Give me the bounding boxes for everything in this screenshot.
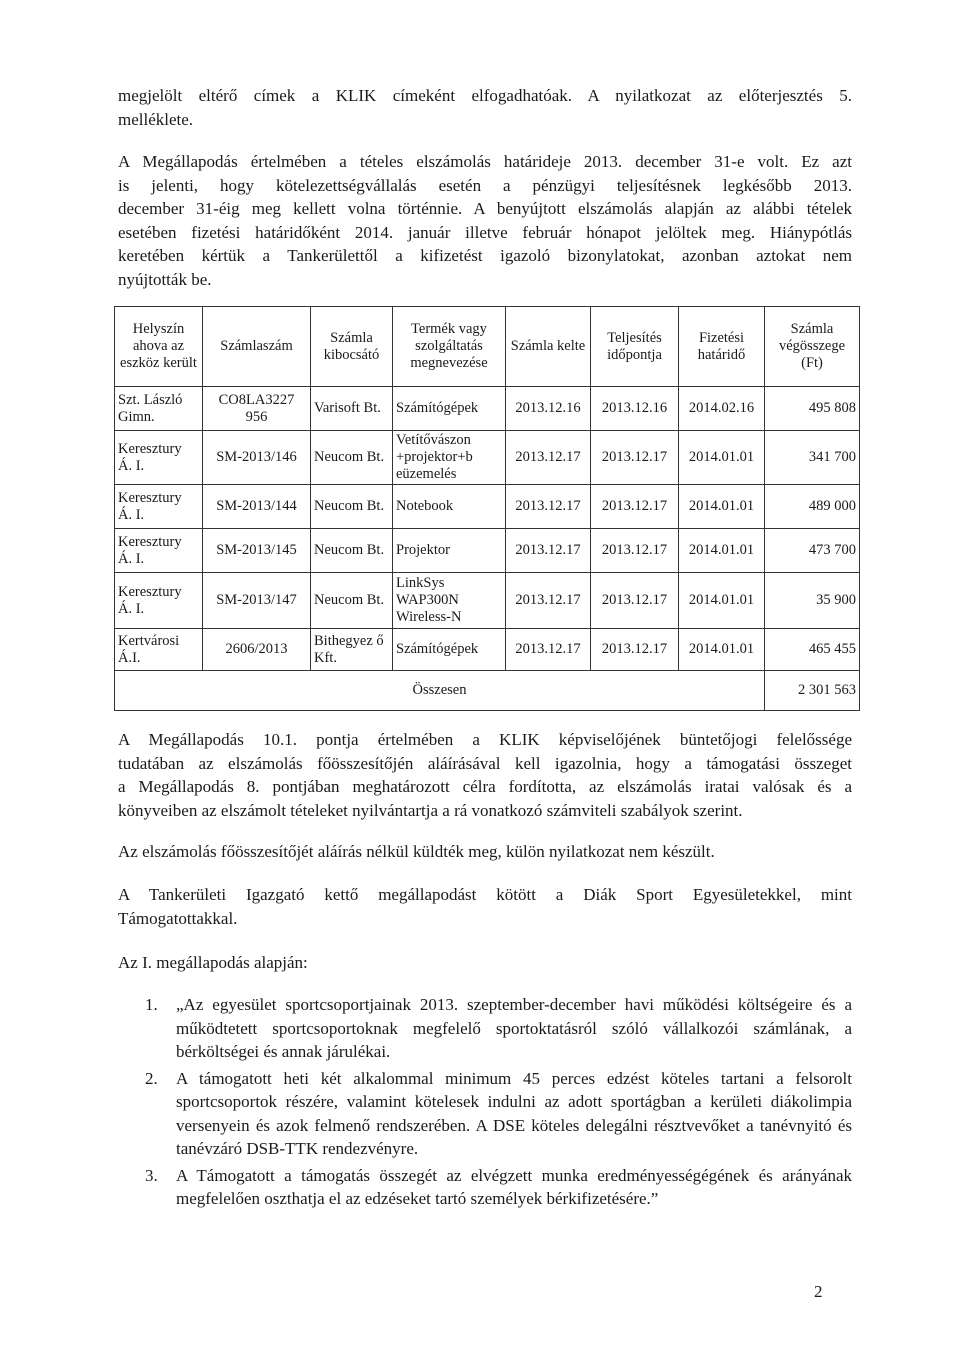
cell-invoice-date: 2013.12.16 bbox=[506, 387, 591, 431]
cell-invoice-number: 2606/2013 bbox=[203, 629, 311, 671]
header-cell: Helyszín ahova az eszköz került bbox=[115, 307, 203, 387]
table-header-row bbox=[115, 307, 860, 387]
text-line: esetében fizetési határidőként 2014. január illetve február hónapot jelöltek meg. Hiánypótlás bbox=[118, 222, 852, 242]
list-item bbox=[118, 993, 852, 1064]
cell-invoice-number: SM-2013/145 bbox=[203, 529, 311, 573]
table-total-row bbox=[115, 671, 860, 711]
cell-issuer: Neucom Bt. bbox=[311, 573, 393, 629]
cell-product: Számítógépek bbox=[393, 629, 506, 671]
table-row bbox=[115, 573, 860, 629]
paragraph-intro bbox=[118, 84, 852, 131]
cell-amount: 341 700 bbox=[765, 431, 860, 485]
text-line: A Megállapodás értelmében a tételes elszámolás határideje 2013. december 31-e volt. Ez azt bbox=[118, 152, 852, 171]
cell-amount: 495 808 bbox=[765, 387, 860, 431]
cell-issuer: Neucom Bt. bbox=[311, 485, 393, 529]
cell-product: LinkSys WAP300N Wireless-N bbox=[393, 573, 506, 629]
text-line: is jelenti, hogy kötelezettségvállalás esetén a pénzügyi teljesítésnek legkésőbb 2013. bbox=[118, 175, 852, 195]
text-line: A Tankerületi Igazgató kettő megállapodást kötött a Diák Sport Egyesületekkel, mint bbox=[118, 885, 852, 904]
text-line: Az elszámolás főösszesítőjét aláírás nélkül küldték meg, külön nyilatkozat nem készült. bbox=[118, 842, 715, 861]
cell-due-date: 2014.01.01 bbox=[679, 485, 765, 529]
cell-location: Keresztury Á. I. bbox=[115, 529, 203, 573]
text-line: nyújtották be. bbox=[118, 269, 212, 289]
list-number: 1. bbox=[145, 995, 158, 1014]
cell-amount: 465 455 bbox=[765, 629, 860, 671]
cell-amount: 35 900 bbox=[765, 573, 860, 629]
cell-product: Számítógépek bbox=[393, 387, 506, 431]
paragraph-summary bbox=[118, 840, 852, 864]
list-number: 2. bbox=[145, 1068, 158, 1088]
text-line: megjelölt eltérő címek a KLIK címeként elfogadhatóak. A nyilatkozat az előterjesztés 5. bbox=[118, 86, 852, 105]
cell-invoice-date: 2013.12.17 bbox=[506, 485, 591, 529]
cell-invoice-date: 2013.12.17 bbox=[506, 573, 591, 629]
cell-product: Projektor bbox=[393, 529, 506, 573]
cell-issuer: Varisoft Bt. bbox=[311, 387, 393, 431]
paragraph-agreement-basis bbox=[118, 951, 852, 975]
header-cell: Számla kelte bbox=[506, 307, 591, 387]
cell-amount: 473 700 bbox=[765, 529, 860, 573]
table-row bbox=[115, 529, 860, 573]
cell-fulfilment-date: 2013.12.17 bbox=[591, 431, 679, 485]
cell-issuer: Bithegyez ő Kft. bbox=[311, 629, 393, 671]
list-item bbox=[118, 1164, 852, 1211]
paragraph-liability bbox=[118, 728, 852, 822]
cell-fulfilment-date: 2013.12.16 bbox=[591, 387, 679, 431]
cell-due-date: 2014.01.01 bbox=[679, 529, 765, 573]
cell-invoice-date: 2013.12.17 bbox=[506, 529, 591, 573]
agreement-terms-list bbox=[118, 993, 852, 1211]
cell-amount: 489 000 bbox=[765, 485, 860, 529]
cell-issuer: Neucom Bt. bbox=[311, 529, 393, 573]
table-row bbox=[115, 431, 860, 485]
header-cell: Fizetési határidő bbox=[679, 307, 765, 387]
text-line: keretében kértük a Tankerülettől a kifizetést igazoló bizonylatokat, azonban aztokat nem bbox=[118, 246, 852, 265]
cell-invoice-number: SM-2013/146 bbox=[203, 431, 311, 485]
text-line: Támogatottakkal. bbox=[118, 908, 238, 928]
header-cell: Számlaszám bbox=[203, 307, 311, 387]
header-cell: Teljesítés időpontja bbox=[591, 307, 679, 387]
cell-fulfilment-date: 2013.12.17 bbox=[591, 529, 679, 573]
cell-invoice-number: SM-2013/147 bbox=[203, 573, 311, 629]
cell-due-date: 2014.01.01 bbox=[679, 431, 765, 485]
table-row bbox=[115, 387, 860, 431]
cell-location: Keresztury Á. I. bbox=[115, 573, 203, 629]
list-item bbox=[118, 1067, 852, 1161]
cell-due-date: 2014.01.01 bbox=[679, 573, 765, 629]
text-line: december 31-éig meg kellett volna történnie. A benyújtott elszámolás alapján az alábbi tételek bbox=[118, 199, 852, 218]
total-label: Összesen bbox=[115, 671, 765, 711]
header-cell: Számla végösszege (Ft) bbox=[765, 307, 860, 387]
cell-fulfilment-date: 2013.12.17 bbox=[591, 573, 679, 629]
list-text: A Támogatott a támogatás összegét az elvégzett munka eredményességégének és arányának megfelelően oszthatja el az edzéseket tartó személyek bérkifizetésére.” bbox=[176, 1165, 852, 1208]
table-row bbox=[115, 629, 860, 671]
cell-fulfilment-date: 2013.12.17 bbox=[591, 629, 679, 671]
text-line: Az I. megállapodás alapján: bbox=[118, 953, 308, 972]
cell-location: Kertvárosi Á.I. bbox=[115, 629, 203, 671]
invoice-table bbox=[114, 306, 860, 711]
paragraph-deadline bbox=[118, 150, 852, 291]
text-line: melléklete. bbox=[118, 109, 194, 129]
total-value: 2 301 563 bbox=[765, 671, 860, 711]
text-line: A Megállapodás 10.1. pontja értelmében a KLIK képviselőjének büntetőjogi felelőssége bbox=[118, 730, 852, 749]
cell-due-date: 2014.01.01 bbox=[679, 629, 765, 671]
text-line: könyveiben az elszámolt tételeket nyilvántartja a rá vonatkozó számviteli szabályok szerint. bbox=[118, 800, 743, 820]
cell-fulfilment-date: 2013.12.17 bbox=[591, 485, 679, 529]
header-cell: Számla kibocsátó bbox=[311, 307, 393, 387]
list-number: 3. bbox=[145, 1165, 158, 1185]
table-row bbox=[115, 485, 860, 529]
list-text: „Az egyesület sportcsoportjainak 2013. szeptember-december havi működési költségeire és a működtetett sportcsoportoknak megfelelő sportoktatásról szóló vállalkozói számlának, a bérköltségei és annak járulékai. bbox=[176, 995, 852, 1061]
page-number: 2 bbox=[814, 1282, 823, 1301]
cell-location: Szt. László Gimn. bbox=[115, 387, 203, 431]
cell-issuer: Neucom Bt. bbox=[311, 431, 393, 485]
cell-invoice-date: 2013.12.17 bbox=[506, 431, 591, 485]
header-cell: Termék vagy szolgáltatás megnevezése bbox=[393, 307, 506, 387]
paragraph-agreements bbox=[118, 883, 852, 930]
cell-location: Keresztury Á. I. bbox=[115, 431, 203, 485]
text-line: a Megállapodás 8. pontjában meghatározott célra fordította, az elszámolás iratai valósak és a bbox=[118, 777, 852, 796]
list-text: A támogatott heti két alkalommal minimum 45 perces edzést köteles tartani a felsorolt sportcsoportok részére, valamint kötelesek indulni az adott sportágban a kerületi diákolimpia versenyein és azok felmenő rendszerében. A DSE köteles delegálni résztvevőket a tanévnyitó és tanévzáró DSB-TTK rendezvényre. bbox=[176, 1068, 852, 1158]
cell-due-date: 2014.02.16 bbox=[679, 387, 765, 431]
text-line: tudatában az elszámolás főösszesítőjén aláírásával kell igazolnia, hogy a támogatási összeget bbox=[118, 753, 852, 773]
cell-invoice-number: CO8LA3227 956 bbox=[203, 387, 311, 431]
cell-product: Vetítővászon +projektor+b eüzemelés bbox=[393, 431, 506, 485]
cell-invoice-number: SM-2013/144 bbox=[203, 485, 311, 529]
cell-invoice-date: 2013.12.17 bbox=[506, 629, 591, 671]
cell-location: Keresztury Á. I. bbox=[115, 485, 203, 529]
cell-product: Notebook bbox=[393, 485, 506, 529]
